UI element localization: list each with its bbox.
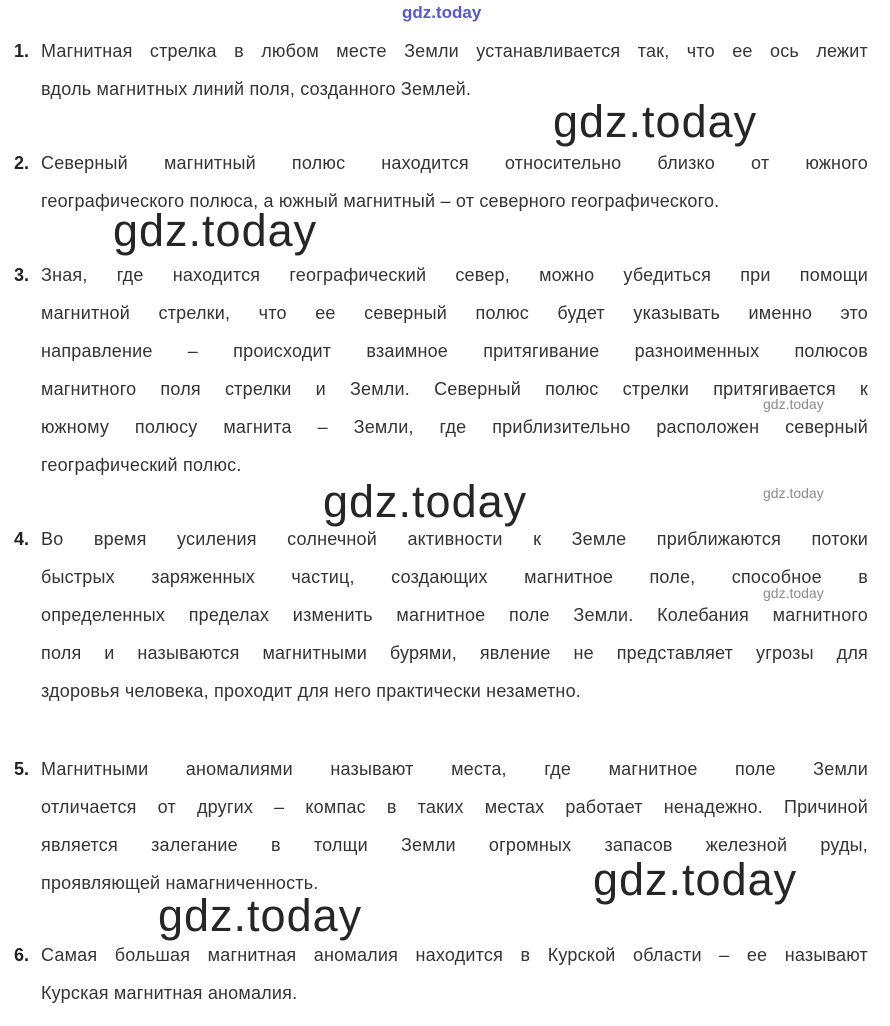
item-number: 2. — [14, 153, 30, 173]
text-line: Курская магнитная аномалия. — [41, 983, 298, 1003]
list-item — [14, 936, 868, 1012]
watermark-gdz-large-5: gdz.today — [158, 890, 363, 941]
text-line: определенных пределах изменить магнитное поле Земли. Колебания магнитного — [41, 605, 868, 625]
text-line: Магнитными аномалиями называют места, где магнитное поле Земли — [41, 759, 868, 779]
item-number: 1. — [14, 41, 30, 61]
watermark-gdz-large-4: gdz.today — [593, 854, 798, 905]
text-line: здоровья человека, проходит для него практически незаметно. — [41, 681, 581, 701]
text-line: Зная, где находится географический север, можно убедиться при помощи — [41, 265, 868, 285]
watermark-gdz-small-1: gdz.today — [763, 396, 824, 412]
watermark-gdz-small-2: gdz.today — [763, 485, 824, 501]
text-line: Во время усиления солнечной активности к Земле приближаются потоки — [41, 529, 868, 549]
watermark-gdz-large-3: gdz.today — [323, 476, 528, 527]
item-text — [41, 750, 868, 905]
text-line: поля и называются магнитными бурями, явление не представляет угрозы для — [41, 643, 868, 663]
text-line: вдоль магнитных линий поля, созданного Землей. — [41, 79, 472, 99]
list-item — [14, 520, 868, 710]
text-line: является залегание в толщи Земли огромных запасов железной руды, — [41, 835, 868, 855]
text-line: Северный магнитный полюс находится относительно близко от южного — [41, 153, 868, 173]
text-line: отличается от других – компас в таких местах работает ненадежно. Причиной — [41, 797, 868, 817]
text-line: магнитной стрелки, что ее северный полюс будет указывать именно это — [41, 303, 868, 323]
list-item — [14, 144, 868, 220]
text-line: южному полюсу магнита – Земли, где приблизительно расположен северный — [41, 417, 868, 437]
text-line: магнитного поля стрелки и Земли. Северный полюс стрелки притягивается к — [41, 379, 868, 399]
item-number: 5. — [14, 759, 30, 779]
text-line: быстрых заряженных частиц, создающих магнитное поле, способное в — [41, 567, 868, 587]
item-text — [41, 520, 868, 710]
item-number: 3. — [14, 265, 30, 285]
list-item — [14, 256, 868, 484]
text-line: направление – происходит взаимное притягивание разноименных полюсов — [41, 341, 868, 361]
item-number: 6. — [14, 945, 30, 965]
item-number: 4. — [14, 529, 30, 549]
watermark-gdz-small-3: gdz.today — [763, 585, 824, 601]
watermark-gdz-large-2: gdz.today — [113, 205, 318, 256]
text-line: Магнитная стрелка в любом месте Земли устанавливается так, что ее ось лежит — [41, 41, 868, 61]
list-item — [14, 32, 868, 108]
watermark-gdz-large-1: gdz.today — [553, 96, 758, 147]
text-line: проявляющей намагниченность. — [41, 873, 319, 893]
item-text — [41, 32, 868, 108]
item-text — [41, 256, 868, 484]
watermark-gdz-top: gdz.today — [402, 3, 482, 22]
text-line: Самая большая магнитная аномалия находится в Курской области – ее называют — [41, 945, 868, 965]
text-line: географический полюс. — [41, 455, 242, 475]
item-text — [41, 144, 868, 220]
text-line: географического полюса, а южный магнитный – от северного географического. — [41, 191, 720, 211]
list-item — [14, 750, 868, 905]
item-text — [41, 936, 868, 1012]
